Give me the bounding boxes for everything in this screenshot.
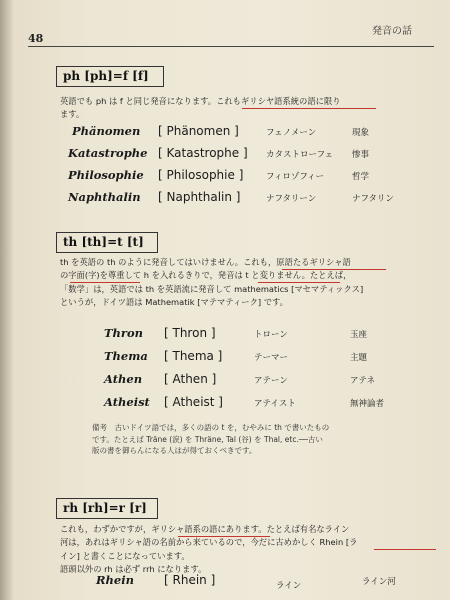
word-row (0, 326, 450, 346)
meaning: 無神論者 (350, 399, 385, 409)
roman-word: [ Philosophie ] (158, 168, 244, 182)
katakana-reading: アテイスト (254, 399, 296, 409)
section-header-ph (56, 66, 164, 87)
paragraph-line: 語頭以外の rh は必ず rrh になります。 (60, 564, 207, 575)
section-header-th-text: th [th]=t [t] (63, 235, 144, 249)
paragraph-line: というが，ドイツ語は Mathematik [マテマティーク] です。 (60, 297, 288, 308)
red-underline (242, 108, 376, 109)
fraktur-word: Atheist (104, 395, 150, 409)
fraktur-word: Athen (104, 372, 143, 386)
katakana-reading: ライン (276, 581, 302, 591)
roman-word: [ Athen ] (164, 372, 217, 386)
katakana-reading: フィロゾフィー (266, 172, 325, 182)
paragraph-rh (60, 523, 357, 577)
word-row (0, 168, 450, 188)
roman-word: [ Thron ] (164, 326, 216, 340)
roman-word: [ Rhein ] (164, 573, 216, 587)
meaning: ナフタリン (352, 194, 394, 204)
paragraph-line: の字面(字)を尊重して h を入れるきりで，発音は t と変りません。たとえば， (60, 270, 352, 281)
meaning: ライン河 (362, 577, 396, 587)
fraktur-word: Rhein (96, 573, 134, 587)
section-header-rh (56, 498, 158, 519)
note-line: です。たとえば Träne (涙) を Thräne, Tal (谷) を Thal, etc.──古い (92, 434, 323, 444)
section-header-rh-text: rh [rh]=r [r] (63, 501, 147, 515)
fraktur-word: Philosophie (68, 168, 144, 182)
header-rule (28, 46, 434, 47)
red-underline (70, 282, 140, 283)
word-row (0, 190, 450, 210)
katakana-reading: テーマー (254, 353, 289, 363)
meaning: 玉座 (350, 330, 368, 340)
fraktur-word: Phänomen (72, 124, 141, 138)
paragraph-line: イン] と書くことになっています。 (60, 550, 190, 561)
word-row (0, 573, 450, 593)
word-row (0, 395, 450, 415)
roman-word: [ Atheist ] (164, 395, 223, 409)
meaning: 哲学 (352, 172, 370, 182)
meaning: 主題 (350, 353, 368, 363)
katakana-reading: フェノメーン (266, 128, 317, 138)
running-head: 発音の話 (372, 26, 412, 37)
page-number: 48 (28, 32, 44, 45)
katakana-reading: アテーン (254, 376, 288, 386)
fraktur-word: Katastrophe (68, 146, 148, 160)
paragraph-line: ます。 (60, 109, 85, 120)
binding-shadow (0, 0, 14, 600)
meaning: アテネ (350, 376, 376, 386)
remark-note (92, 422, 329, 457)
paragraph-line: th を英語の th のように発音してはいけません。これも，原語たるギリシャ語 (60, 257, 351, 267)
red-underline (178, 536, 270, 537)
fraktur-word: Naphthalin (68, 190, 141, 204)
roman-word: [ Phänomen ] (158, 124, 239, 138)
red-underline (282, 269, 386, 270)
word-row (0, 146, 450, 166)
note-line: 版の書を御らんになる人はが得ておくべきです。 (92, 446, 257, 455)
section-header-th (56, 232, 158, 253)
paragraph-line: これも，わずかですが，ギリシャ語系の語にあります。たとえば有名なライン (60, 524, 350, 534)
meaning: 惨事 (352, 150, 370, 160)
word-row (0, 124, 450, 144)
section-header-ph-text: ph [ph]=f [f] (63, 69, 149, 83)
paragraph-line: 河は，あれはギリシャ語の名前から来ているので，今だに古めかしく Rhein [ラ (60, 537, 358, 548)
katakana-reading: カタストローフェ (266, 150, 334, 160)
roman-word: [ Thema ] (164, 349, 223, 363)
katakana-reading: ナフタリーン (266, 194, 317, 204)
fraktur-word: Thema (104, 349, 148, 363)
paragraph-line: 英語でも ph は f と同じ発音になります。これもギリシヤ語系統の語に限り (60, 96, 341, 106)
word-row (0, 349, 450, 369)
roman-word: [ Katastrophe ] (158, 146, 248, 160)
red-underline (258, 282, 340, 283)
roman-word: [ Naphthalin ] (158, 190, 241, 204)
word-row (0, 372, 450, 392)
note-line: 備考 古いドイツ語では，多くの語の t を，むやみに th で書いたもの (92, 423, 330, 432)
katakana-reading: トローン (254, 330, 288, 340)
red-underline (374, 549, 436, 550)
paragraph-line: 「数学」は，英語では th を英語流に発音して mathematics [マセマティックス] (60, 283, 364, 294)
meaning: 現象 (352, 128, 370, 138)
fraktur-word: Thron (104, 326, 144, 340)
